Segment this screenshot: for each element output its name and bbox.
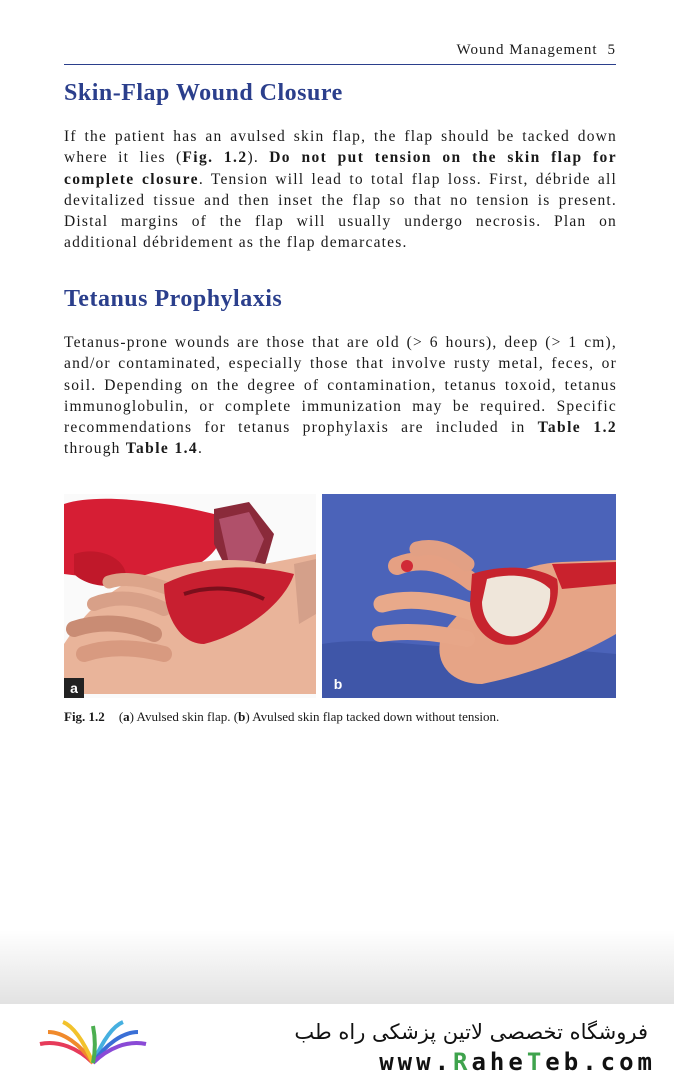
watermark-footer — [0, 1004, 674, 1079]
running-title: Wound Management — [456, 42, 598, 58]
tacked-flap-illustration — [322, 494, 616, 698]
panel-label-b: b — [333, 676, 343, 692]
avulsed-hand-illustration — [64, 494, 316, 698]
emphasis-warning: Do not put tension on the skin flap for complete closure — [64, 149, 617, 188]
figure-number: Fig. 1.2 — [64, 709, 105, 724]
page-number: 5 — [607, 42, 616, 58]
figure-panel-a — [64, 494, 316, 698]
figure-panel-b — [322, 494, 616, 698]
paragraph-tetanus: Tetanus-prone wounds are those that are old (> 6 hours), deep (> 1 cm), and/or contaminated, especially those that involve rusty metal, feces, or soil. Depending on the degree of contamination, tetanus toxoid, tetanus immunoglobulin, or complete immunization may be required. Specific recommendations for tetanus prophylaxis are included in Table 1.2 through Table 1.4. — [64, 334, 617, 458]
paragraph-skin-flap: If the patient has an avulsed skin flap, the flap should be tacked down where it lies (Fig. 1.2). Do not put tension on the skin flap for complete closure. Tension will lead to total flap loss. First, débride all devitalized tissue and then inset the flap so that no tension is present. Distal margins of the flap will usually undergo necrosis. Plan on additional débridement as the flap demarcates. — [64, 128, 617, 252]
running-head — [64, 42, 616, 65]
table-reference-1: Table 1.2 — [537, 419, 617, 437]
section-heading-skin-flap: Skin-Flap Wound Closure — [64, 80, 343, 106]
section-heading-tetanus: Tetanus Prophylaxis — [64, 286, 283, 312]
figure-caption: Fig. 1.2 (a) Avulsed skin flap. (b) Avulsed skin flap tacked down without tension. — [64, 709, 500, 724]
store-name: فروشگاه تخصصی لاتین پزشکی راه طب — [294, 1020, 648, 1044]
page-bottom-shadow — [0, 930, 674, 1004]
table-reference-2: Table 1.4 — [125, 440, 199, 458]
store-url[interactable]: www.RaheTeb.com — [379, 1048, 656, 1076]
figure-reference: Fig. 1.2 — [182, 149, 248, 167]
panel-label-a: a — [64, 678, 84, 698]
open-book-logo-icon — [38, 1018, 148, 1068]
